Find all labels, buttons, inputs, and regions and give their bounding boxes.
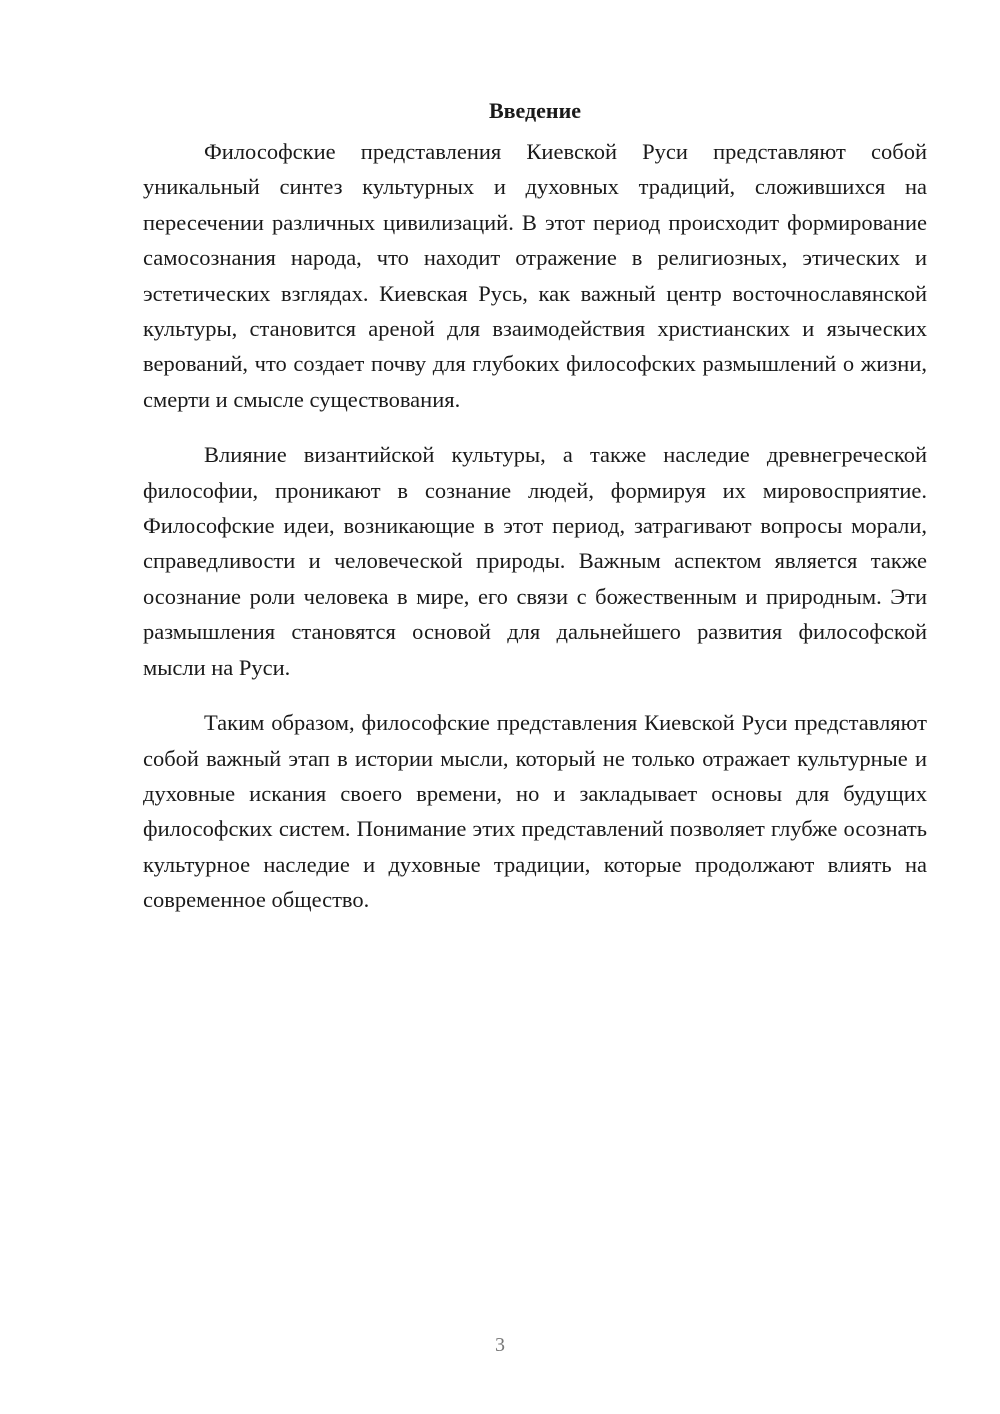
section-title: Введение: [488, 98, 582, 123]
page-number: 3: [495, 1334, 505, 1356]
paragraph-2: Влияние византийской культуры, а также наследие древнегреческой философии, проникают в сознание людей, формируя их мировосприятие. Философские идеи, возникающие в этот период, затрагивают вопросы морали, справедливости и человеческой природы. Важным аспектом является также осознание роли человека в мире, его связи с божественным и природным. Эти размышления становятся основой для дальнейшего развития философской мысли на Руси.: [143, 442, 927, 680]
page-content: [143, 96, 927, 938]
paragraph-3: Таким образом, философские представления Киевской Руси представляют собой важный этап в истории мысли, который не только отражает культурные и духовные искания своего времени, но и закладывает основы для будущих философских систем. Понимание этих представлений позволяет глубже осознать культурное наследие и духовные традиции, которые продолжают влиять на современное общество.: [143, 710, 927, 913]
paragraph-1: Философские представления Киевской Руси представляют собой уникальный синтез культурных и духовных традиций, сложившихся на пересечении различных цивилизаций. В этот период происходит формирование самосознания народа, что находит отражение в религиозных, этических и эстетических взглядах. Киевская Русь, как важный центр восточнославянской культуры, становится ареной для взаимодействия христианских и языческих верований, что создает почву для глубоких философских размышлений о жизни, смерти и смысле существования.: [143, 139, 927, 412]
